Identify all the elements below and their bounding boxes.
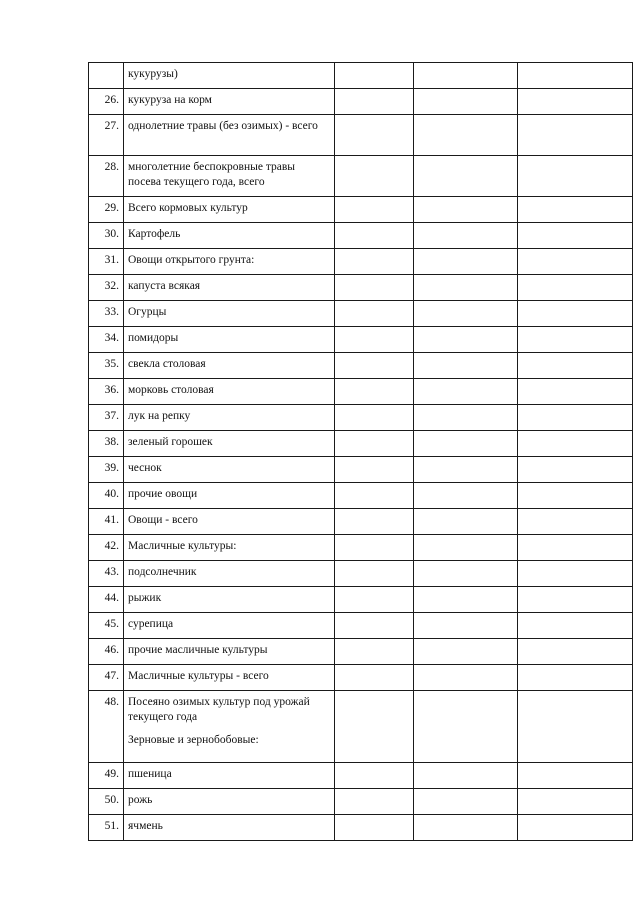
row-sublabel: Зерновые и зернобобовые:	[128, 734, 259, 746]
value-cell-3	[518, 63, 633, 89]
value-cell-3	[518, 156, 633, 197]
row-number: 27.	[89, 115, 124, 156]
value-cell-2	[414, 815, 518, 841]
row-number: 41.	[89, 509, 124, 535]
value-cell-1	[335, 405, 414, 431]
row-label: рожь	[124, 789, 335, 815]
table-row	[89, 431, 633, 457]
value-cell-3	[518, 431, 633, 457]
row-number: 42.	[89, 535, 124, 561]
row-number: 34.	[89, 327, 124, 353]
row-label: Посеяно озимых культур под урожай текущего года	[128, 696, 310, 723]
table-row	[89, 197, 633, 223]
value-cell-3	[518, 275, 633, 301]
value-cell-1	[335, 379, 414, 405]
row-number: 36.	[89, 379, 124, 405]
value-cell-1	[335, 275, 414, 301]
row-label: Масличные культуры - всего	[124, 665, 335, 691]
table-row	[89, 223, 633, 249]
value-cell-3	[518, 691, 633, 763]
row-number: 45.	[89, 613, 124, 639]
row-label: Овощи открытого грунта:	[124, 249, 335, 275]
row-number: 46.	[89, 639, 124, 665]
value-cell-1	[335, 763, 414, 789]
row-number: 37.	[89, 405, 124, 431]
row-number: 31.	[89, 249, 124, 275]
row-label: помидоры	[124, 327, 335, 353]
value-cell-1	[335, 691, 414, 763]
row-label: лук на репку	[124, 405, 335, 431]
value-cell-1	[335, 353, 414, 379]
value-cell-1	[335, 613, 414, 639]
crops-table	[88, 62, 633, 841]
value-cell-3	[518, 197, 633, 223]
value-cell-2	[414, 561, 518, 587]
value-cell-3	[518, 815, 633, 841]
row-number	[89, 63, 124, 89]
value-cell-1	[335, 197, 414, 223]
row-label: свекла столовая	[124, 353, 335, 379]
value-cell-2	[414, 665, 518, 691]
row-label: прочие овощи	[124, 483, 335, 509]
row-number: 47.	[89, 665, 124, 691]
row-number: 32.	[89, 275, 124, 301]
row-label: капуста всякая	[124, 275, 335, 301]
value-cell-2	[414, 763, 518, 789]
value-cell-1	[335, 483, 414, 509]
row-label: Овощи - всего	[124, 509, 335, 535]
value-cell-2	[414, 639, 518, 665]
value-cell-1	[335, 223, 414, 249]
row-label: рыжик	[124, 587, 335, 613]
row-label: однолетние травы (без озимых) - всего	[124, 115, 335, 156]
value-cell-2	[414, 431, 518, 457]
value-cell-1	[335, 789, 414, 815]
row-number: 49.	[89, 763, 124, 789]
value-cell-3	[518, 223, 633, 249]
value-cell-3	[518, 613, 633, 639]
row-number: 39.	[89, 457, 124, 483]
value-cell-3	[518, 789, 633, 815]
value-cell-3	[518, 379, 633, 405]
value-cell-2	[414, 197, 518, 223]
value-cell-1	[335, 535, 414, 561]
table-row	[89, 639, 633, 665]
row-label: кукуруза на корм	[124, 89, 335, 115]
row-number: 50.	[89, 789, 124, 815]
row-number: 44.	[89, 587, 124, 613]
value-cell-3	[518, 483, 633, 509]
value-cell-2	[414, 457, 518, 483]
value-cell-2	[414, 691, 518, 763]
table-row	[89, 535, 633, 561]
value-cell-1	[335, 63, 414, 89]
row-number: 38.	[89, 431, 124, 457]
value-cell-2	[414, 89, 518, 115]
value-cell-1	[335, 115, 414, 156]
value-cell-3	[518, 327, 633, 353]
value-cell-1	[335, 457, 414, 483]
row-label: Огурцы	[124, 301, 335, 327]
table-row	[89, 275, 633, 301]
value-cell-3	[518, 301, 633, 327]
value-cell-2	[414, 156, 518, 197]
value-cell-1	[335, 89, 414, 115]
value-cell-3	[518, 763, 633, 789]
row-number: 35.	[89, 353, 124, 379]
value-cell-1	[335, 327, 414, 353]
row-number: 43.	[89, 561, 124, 587]
value-cell-2	[414, 789, 518, 815]
value-cell-2	[414, 587, 518, 613]
row-label: ячмень	[124, 815, 335, 841]
value-cell-3	[518, 249, 633, 275]
row-label: морковь столовая	[124, 379, 335, 405]
row-label: чеснок	[124, 457, 335, 483]
value-cell-1	[335, 665, 414, 691]
value-cell-2	[414, 223, 518, 249]
value-cell-1	[335, 249, 414, 275]
value-cell-2	[414, 405, 518, 431]
row-label: кукурузы)	[124, 63, 335, 89]
table-row	[89, 509, 633, 535]
row-number: 48.	[89, 691, 124, 763]
table-row	[89, 691, 633, 763]
value-cell-1	[335, 561, 414, 587]
value-cell-2	[414, 613, 518, 639]
value-cell-2	[414, 483, 518, 509]
row-label: Всего кормовых культур	[124, 197, 335, 223]
table-row	[89, 665, 633, 691]
value-cell-2	[414, 63, 518, 89]
table-row	[89, 353, 633, 379]
table-row	[89, 457, 633, 483]
value-cell-2	[414, 535, 518, 561]
value-cell-1	[335, 301, 414, 327]
table-row	[89, 483, 633, 509]
value-cell-1	[335, 639, 414, 665]
table-row	[89, 789, 633, 815]
value-cell-2	[414, 509, 518, 535]
table-row	[89, 301, 633, 327]
table-row	[89, 587, 633, 613]
value-cell-3	[518, 665, 633, 691]
row-label: Масличные культуры:	[124, 535, 335, 561]
value-cell-2	[414, 379, 518, 405]
value-cell-2	[414, 249, 518, 275]
row-number: 28.	[89, 156, 124, 197]
row-label: сурепица	[124, 613, 335, 639]
value-cell-2	[414, 275, 518, 301]
value-cell-3	[518, 587, 633, 613]
value-cell-1	[335, 431, 414, 457]
value-cell-3	[518, 639, 633, 665]
value-cell-3	[518, 89, 633, 115]
table-row	[89, 115, 633, 156]
row-number: 40.	[89, 483, 124, 509]
table-row	[89, 815, 633, 841]
value-cell-2	[414, 301, 518, 327]
table-row	[89, 405, 633, 431]
table-row	[89, 561, 633, 587]
row-number: 51.	[89, 815, 124, 841]
value-cell-1	[335, 587, 414, 613]
value-cell-3	[518, 115, 633, 156]
table-row	[89, 327, 633, 353]
row-number: 33.	[89, 301, 124, 327]
value-cell-3	[518, 509, 633, 535]
value-cell-3	[518, 561, 633, 587]
value-cell-1	[335, 509, 414, 535]
table-row	[89, 63, 633, 89]
row-label: Картофель	[124, 223, 335, 249]
table-row	[89, 613, 633, 639]
row-label: многолетние беспокровные травы посева текущего года, всего	[124, 156, 335, 197]
value-cell-2	[414, 115, 518, 156]
value-cell-2	[414, 327, 518, 353]
row-label: пшеница	[124, 763, 335, 789]
row-label-group	[124, 691, 335, 763]
value-cell-3	[518, 405, 633, 431]
row-label: прочие масличные культуры	[124, 639, 335, 665]
value-cell-1	[335, 815, 414, 841]
value-cell-3	[518, 535, 633, 561]
value-cell-2	[414, 353, 518, 379]
value-cell-1	[335, 156, 414, 197]
row-number: 26.	[89, 89, 124, 115]
row-label: подсолнечник	[124, 561, 335, 587]
table-row	[89, 763, 633, 789]
value-cell-3	[518, 353, 633, 379]
row-number: 30.	[89, 223, 124, 249]
row-label: зеленый горошек	[124, 431, 335, 457]
table-row	[89, 156, 633, 197]
value-cell-3	[518, 457, 633, 483]
table-row	[89, 89, 633, 115]
row-number: 29.	[89, 197, 124, 223]
table-row	[89, 249, 633, 275]
table-row	[89, 379, 633, 405]
